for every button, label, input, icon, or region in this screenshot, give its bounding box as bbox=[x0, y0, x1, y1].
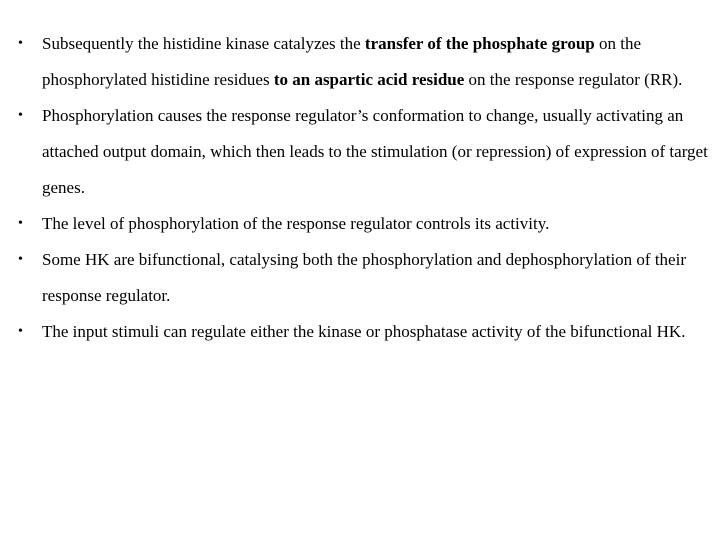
bullet-icon: • bbox=[18, 324, 23, 339]
bullet-text-segment: The input stimuli can regulate either the kinase or phosphatase activity of the bifunctional HK. bbox=[42, 322, 686, 341]
bullet-item bbox=[18, 314, 708, 350]
bullet-list bbox=[18, 26, 708, 350]
bullet-text-segment: Some HK are bifunctional, catalysing both the phosphorylation and dephosphorylation of their response regulator. bbox=[42, 250, 686, 305]
bullet-item bbox=[18, 242, 708, 314]
bullet-item bbox=[18, 98, 708, 206]
bold-text-segment: to an aspartic acid residue bbox=[273, 70, 465, 89]
bullet-icon: • bbox=[18, 36, 23, 51]
bullet-text-segment: on the response regulator (RR). bbox=[464, 70, 683, 89]
bullet-text-segment: Subsequently the histidine kinase catalyzes the bbox=[42, 34, 365, 53]
bullet-icon: • bbox=[18, 252, 23, 267]
bullet-text-segment: on the phosphorylated histidine residues bbox=[42, 34, 642, 89]
bullet-icon: • bbox=[18, 108, 23, 123]
bullet-icon: • bbox=[18, 216, 23, 231]
bullet-text-segment: The level of phosphorylation of the response regulator controls its activity. bbox=[42, 214, 550, 233]
bullet-item bbox=[18, 26, 708, 98]
bullet-item bbox=[18, 206, 708, 242]
bold-text-segment: transfer of the phosphate group bbox=[364, 34, 595, 53]
bullet-text-segment: Phosphorylation causes the response regulator’s conformation to change, usually activating an attached output domain, which then leads to the stimulation (or repression) of expression of target genes. bbox=[42, 106, 708, 197]
